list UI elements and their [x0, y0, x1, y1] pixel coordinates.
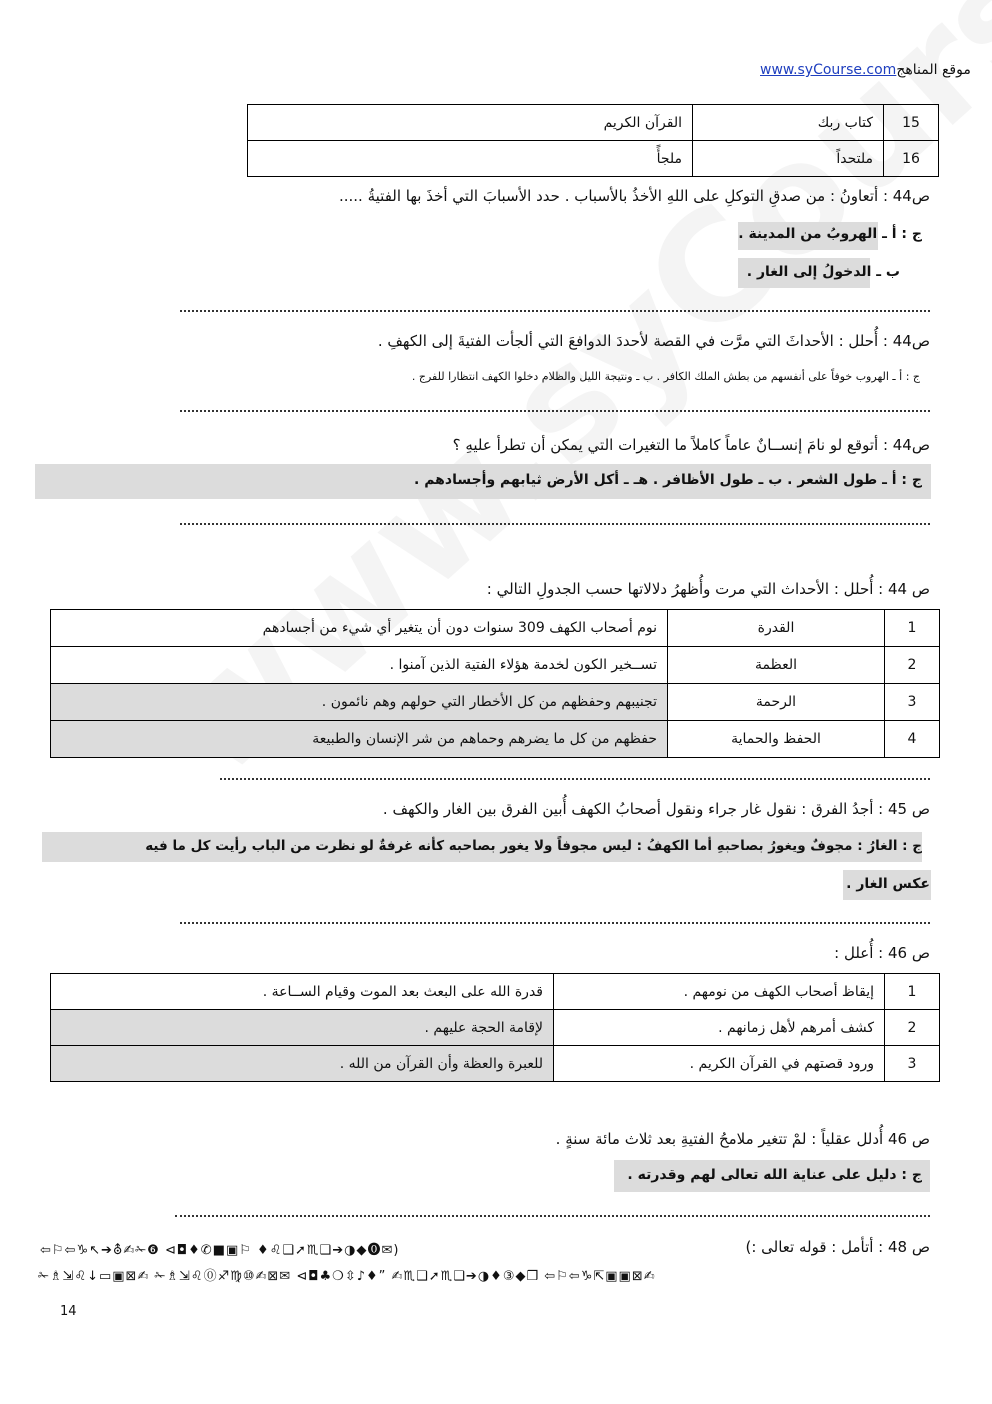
question-5: ص 45 : أجدُ الفرق : نقول غار جراء ونقول أصحابُ الكهف أُبين الفرق بين الغار والكهف .: [382, 800, 930, 818]
question-7: ص 46 أُدلل عقلياً : لمْ تتغير ملامحُ الفتيةِ بعد ثلاث مائة سنةٍ .: [555, 1130, 930, 1148]
answer-3: ج : أ ـ طول الشعر . ب ـ طول الأظافر . هـ ـ أكل الأرض ثيابهم وأجسادهم .: [414, 472, 922, 488]
answer-2: ج : أ ـ الهروب خوفاً على أنفسهم من بطش الملك الكافر . ب ـ ونتيجة الليل والظلام دخلوا الكهف انتظارا للفرج .: [411, 370, 920, 383]
dotted-divider: [175, 1215, 930, 1217]
vocab-word: ملتحداً: [693, 141, 884, 177]
row-number: 3: [885, 1046, 940, 1082]
evidence-cell: تجنيبهم وحفظهم من كل الأخطار التي حولهم وهم نائمون .: [51, 684, 668, 721]
concept-cell: الحفظ والحماية: [668, 721, 885, 758]
row-number: 4: [885, 721, 940, 758]
dotted-divider: [180, 922, 930, 924]
question-2: ص44 : أُحلل : الأحداثَ التي مرَّت في القصة لأحددَ الدوافعَ التي ألجأت الفتيةَ إلى الكهفِ .: [377, 332, 930, 350]
table-row: [51, 610, 940, 647]
event-cell: كشف أمرهم لأهل زمانهم .: [554, 1010, 885, 1046]
page-number: 14: [60, 1304, 77, 1319]
reason-cell: للعبرة والعظة وأن القرآن من الله .: [51, 1046, 554, 1082]
evidence-cell: تســخير الكون لخدمة هؤلاء الفتية الذين آمنوا .: [51, 647, 668, 684]
event-cell: ورود قصتهم في القرآن الكريم .: [554, 1046, 885, 1082]
row-number: 3: [885, 684, 940, 721]
concept-cell: العظمة: [668, 647, 885, 684]
table-row: [51, 1010, 940, 1046]
dotted-divider: [180, 310, 930, 312]
row-number: 1: [885, 974, 940, 1010]
dotted-divider: [180, 523, 930, 525]
row-number: 2: [885, 1010, 940, 1046]
evidence-cell: حفظهم من كل ما يضرهم وحماهم من شر الإنسان والطبيعة: [51, 721, 668, 758]
table-row: [51, 647, 940, 684]
table-row: [51, 974, 940, 1010]
site-url-link[interactable]: www.syCourse.com: [760, 62, 897, 78]
page-header: [760, 62, 971, 78]
symbol-text-line-1: ⇦⚐⇦♑↖➔⛢✍✁❻ ⊲◘♦✆■▣⚐ ♦♌❑➚♏❑➔◑◆⓿✉): [40, 1243, 400, 1258]
question-3: ص44 : أتوقع لو نامَ إنســانٌ عاماً كاملاً ما التغيرات التي يمكن أن تطرأ عليهِ ؟: [452, 436, 930, 454]
event-cell: إيقاظ أصحاب الكهف من نومهم .: [554, 974, 885, 1010]
answer-1b: ب ـ الدخولُ إلى الغار .: [746, 264, 900, 280]
question-4: ص 44 : أُحلل : الأحداث التي مرت وأُظهرُ دلالاتها حسب الجدولِ التالي :: [486, 580, 930, 598]
concept-cell: القدرة: [668, 610, 885, 647]
vocab-word: كتاب ربك: [693, 105, 884, 141]
row-number: 2: [885, 647, 940, 684]
table-row: [51, 1046, 940, 1082]
question-8: ص 48 : أتأمل : قوله تعالى :): [745, 1238, 930, 1256]
table-row: [51, 721, 940, 758]
answer-1a: ج : أ ـ الهروبُ من المدينة .: [738, 226, 922, 242]
answer-5-line2: عكس الغار .: [846, 876, 930, 892]
reason-cell: لإقامة الحجة عليهم .: [51, 1010, 554, 1046]
evidence-cell: نوم أصحاب الكهف 309 سنوات دون أن يتغير أي شيء من أجسادهم: [51, 610, 668, 647]
answer-5-line1: ج : الغارُ : مجوفٌ ويغورُ بصاحبهِ أما الكهفُ : ليس مجوفاً ولا يغور بصاحبه كأنه غرفةٌ لو نظرت من الباب رأيت كل ما فيه: [145, 838, 922, 854]
reason-cell: قدرة الله على البعث بعد الموت وقيام الســاعة .: [51, 974, 554, 1010]
table-row: [51, 684, 940, 721]
vocabulary-table: [247, 104, 939, 177]
vocab-meaning: ملجأً: [248, 141, 693, 177]
concept-cell: الرحمة: [668, 684, 885, 721]
table-row: [248, 105, 939, 141]
answer-7: ج : دليل على عناية الله تعالى لهم وقدرته .: [627, 1167, 922, 1183]
reasons-table: [50, 973, 940, 1082]
row-number: 15: [884, 105, 939, 141]
dotted-divider: [180, 410, 930, 412]
symbol-text-line-2: ✁♗⇲♌↓▭▣⊠✍ ✁♗⇲♌⓪♐♍⑩✍⊠✉ ⊲◘♣❍⇳♪♦” ✍♏❑➚♏❑➔◑♦③◆❒ ⇦⚐⇦♑⇱▣▣⊠✍: [38, 1269, 656, 1284]
site-name: موقع المناهج: [896, 62, 971, 78]
row-number: 16: [884, 141, 939, 177]
row-number: 1: [885, 610, 940, 647]
question-1: ص44 : أتعاونُ : من صدقِ التوكلِ على اللهِ الأخذُ بالأسباب . حدد الأسبابَ التي أخذَ بها الفتيةُ .....: [338, 187, 930, 205]
question-6: ص 46 : أُعلل :: [834, 944, 930, 962]
table-row: [248, 141, 939, 177]
analysis-table: [50, 609, 940, 758]
vocab-meaning: القرآن الكريم: [248, 105, 693, 141]
dotted-divider: [220, 778, 930, 780]
